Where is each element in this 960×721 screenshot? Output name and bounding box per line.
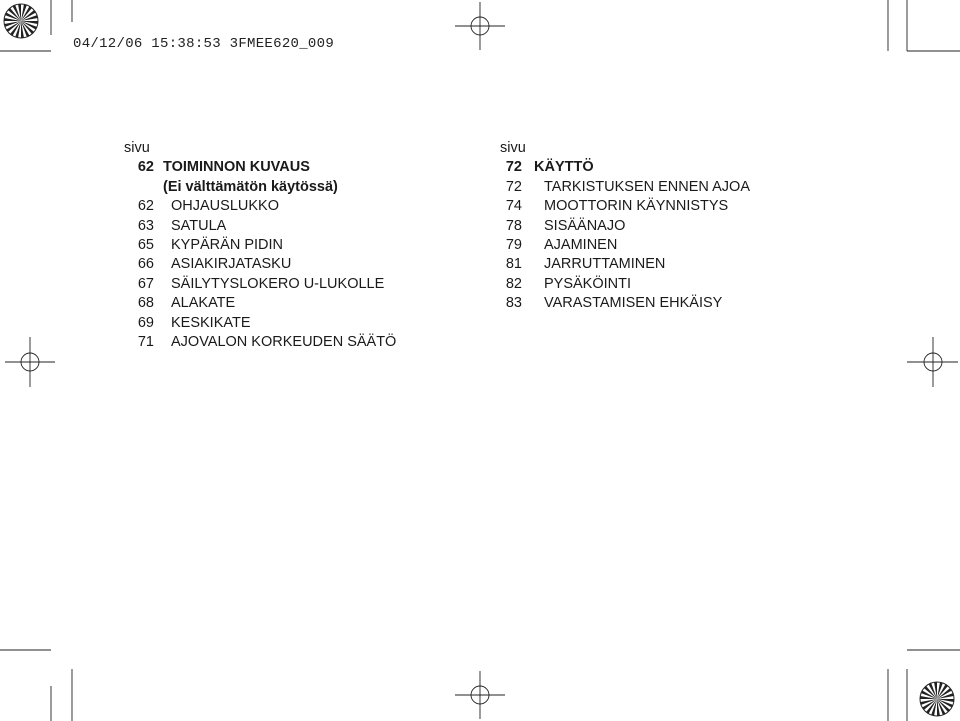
toc-item xyxy=(124,314,396,333)
toc-page-number: 62 xyxy=(137,159,154,176)
toc-right-column xyxy=(500,139,750,314)
toc-item xyxy=(500,275,750,294)
toc-item-title: OHJAUSLUKKO xyxy=(171,198,279,215)
toc-item-title: ALAKATE xyxy=(171,295,236,312)
toc-section-title: TOIMINNON KUVAUS xyxy=(163,159,310,176)
toc-item-title: TARKISTUKSEN ENNEN AJOA xyxy=(544,178,750,195)
toc-item-title: KYPÄRÄN PIDIN xyxy=(171,236,283,253)
toc-section-row xyxy=(124,158,396,177)
toc-page-number: 81 xyxy=(505,256,522,273)
toc-item xyxy=(124,255,396,274)
registration-target-top xyxy=(455,2,505,50)
toc-page-number: 65 xyxy=(137,236,154,253)
page-column-header: sivu xyxy=(500,140,526,156)
toc-item-title: MOOTTORIN KÄYNNISTYS xyxy=(544,198,729,215)
toc-page-number: 67 xyxy=(137,275,154,292)
toc-item-title: KESKIKATE xyxy=(171,314,251,331)
toc-item xyxy=(124,333,396,352)
toc-item-title: VARASTAMISEN EHKÄISY xyxy=(544,295,723,312)
toc-page-number: 79 xyxy=(505,236,522,253)
print-slug: 04/12/06 15:38:53 3FMEE620_009 xyxy=(73,36,335,52)
toc-item-title: SÄILYTYSLOKERO U-LUKOLLE xyxy=(171,275,385,292)
toc-page-number: 68 xyxy=(137,295,154,312)
toc-section-row xyxy=(500,158,750,177)
toc-item xyxy=(500,197,750,216)
toc-item-title: ASIAKIRJATASKU xyxy=(171,256,292,273)
registration-target-left xyxy=(5,337,55,387)
toc-item xyxy=(124,275,396,294)
registration-target-bottom xyxy=(455,671,505,719)
toc-item xyxy=(500,178,750,197)
toc-page-number: 74 xyxy=(505,198,522,215)
toc-page-number: 69 xyxy=(137,314,154,331)
starburst-mark-bottom-right xyxy=(920,682,954,716)
toc-item-title: SISÄÄNAJO xyxy=(544,217,626,234)
toc-item-title: JARRUTTAMINEN xyxy=(544,256,666,273)
toc-item-title: AJOVALON KORKEUDEN SÄÄTÖ xyxy=(171,333,397,350)
toc-page-number: 71 xyxy=(137,333,154,350)
toc-item xyxy=(500,236,750,255)
page-column-header: sivu xyxy=(124,140,150,156)
toc-item xyxy=(124,294,396,313)
toc-item xyxy=(124,197,396,216)
toc-page-number: 83 xyxy=(505,295,522,312)
starburst-mark-top-left xyxy=(4,4,38,38)
registration-target-right xyxy=(907,337,958,387)
toc-item xyxy=(124,236,396,255)
toc-page-number: 66 xyxy=(137,256,154,273)
toc-section-title: KÄYTTÖ xyxy=(534,159,594,176)
toc-page-number: 72 xyxy=(505,178,522,195)
toc-left-column xyxy=(124,139,396,352)
toc-item-title: PYSÄKÖINTI xyxy=(544,275,632,292)
toc-page-number: 63 xyxy=(137,217,154,234)
toc-item-title: SATULA xyxy=(171,217,227,234)
toc-note: (Ei välttämätön käytössä) xyxy=(163,178,338,195)
toc-page-number: 82 xyxy=(505,275,522,292)
toc-page-number: 72 xyxy=(505,159,522,176)
toc-note-row xyxy=(124,178,396,197)
toc-page-number: 78 xyxy=(505,217,522,234)
toc-item xyxy=(500,255,750,274)
toc-item xyxy=(124,217,396,236)
toc-item xyxy=(500,294,750,313)
toc-item-title: AJAMINEN xyxy=(544,236,618,253)
toc-item xyxy=(500,217,750,236)
toc-page-number: 62 xyxy=(137,198,154,215)
